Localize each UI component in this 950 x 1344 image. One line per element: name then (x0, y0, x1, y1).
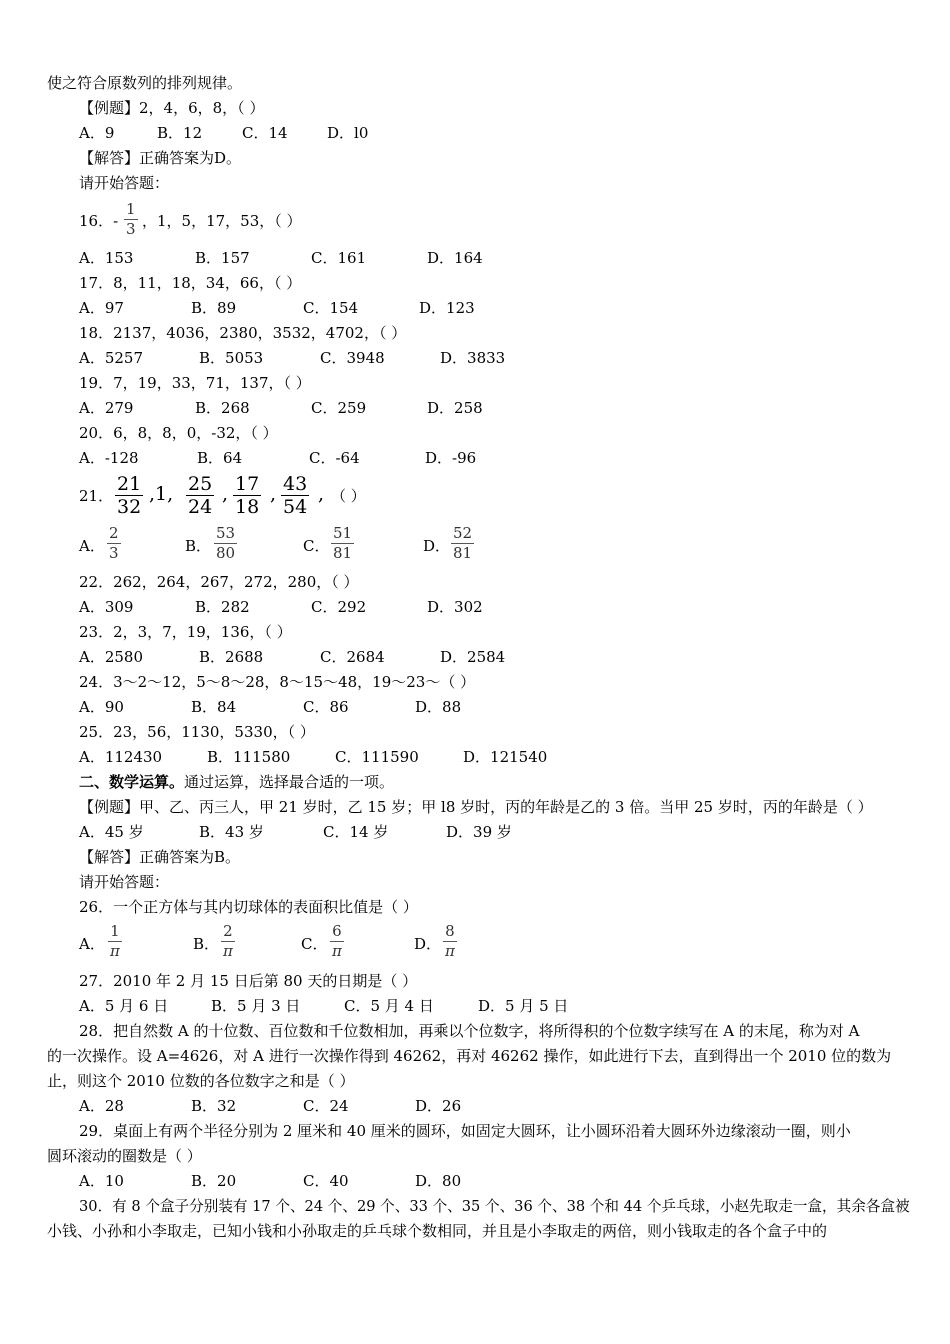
option-a: A．112430 (79, 748, 163, 766)
option-d: D．-96 (425, 449, 477, 467)
option-c: C．5 月 4 日 (344, 997, 434, 1015)
section-2-title: 二、数学运算。 (79, 773, 185, 791)
option-b: B．282 (195, 598, 250, 616)
option-a: A．279 (79, 399, 134, 417)
denominator: 32 (117, 496, 142, 518)
option-c: C．40 (303, 1172, 349, 1190)
q21-fraction-4 (281, 473, 309, 518)
option-d: D．123 (419, 299, 475, 317)
q28-line-2: 的一次操作。设 A=4626，对 A 进行一次操作得到 46262，再对 46262 操作，如此进行下去，直到得出一个 2010 位的数为 (47, 1047, 892, 1065)
option-c: C．111590 (335, 748, 419, 766)
question-17: 17．8，11，18，34，66，（ ） (79, 274, 302, 292)
example-2-question: 【例题】甲、乙、丙三人，甲 21 岁时，乙 15 岁；甲 l8 岁时，丙的年龄是乙的 3 倍。当甲 25 岁时，丙的年龄是（ ） (79, 798, 873, 816)
option-a: A．153 (79, 249, 134, 267)
option-a: A．2580 (79, 648, 144, 666)
option-d: D．302 (427, 598, 483, 616)
option-b: B．111580 (207, 748, 291, 766)
option-c-fraction (331, 524, 354, 563)
option-d: D．2584 (440, 648, 506, 666)
option-b: B．32 (191, 1097, 237, 1115)
option-a: A．9 (79, 124, 115, 142)
option-a: A．309 (79, 598, 134, 616)
numerator: 1 (108, 922, 122, 942)
option-c: C．161 (311, 249, 367, 267)
denominator: 80 (216, 544, 236, 562)
numerator: 2 (109, 524, 119, 542)
numerator: 6 (330, 922, 344, 942)
option-a-label: A． (79, 935, 105, 953)
numerator: 25 (188, 473, 213, 495)
question-19: 19．7，19，33，71，137，（ ） (79, 374, 311, 392)
option-c: C．259 (311, 399, 367, 417)
q16-numerator: 1 (126, 200, 136, 218)
option-b: B．84 (191, 698, 237, 716)
option-a: A．45 岁 (79, 823, 144, 841)
q29-line-1: 29．桌面上有两个半径分别为 2 厘米和 40 厘米的圆环，如固定大圆环，让小圆环沿着大圆环外边缘滚动一圈，则小 (79, 1122, 851, 1140)
numerator: 53 (216, 524, 236, 542)
option-a: A．28 (79, 1097, 124, 1115)
option-c: C．14 (242, 124, 288, 142)
option-c-label: C． (301, 935, 328, 953)
question-22: 22．262，264，267，272，280，（ ） (79, 573, 359, 591)
option-b: B．89 (191, 299, 237, 317)
option-b: B．43 岁 (199, 823, 264, 841)
q21-fraction-3 (233, 473, 261, 518)
intro-text: 使之符合原数列的排列规律。 (47, 74, 243, 92)
q30-line-1: 30．有 8 个盒子分别装有 17 个、24 个、29 个、33 个、35 个、36 个、38 个和 44 个乒乓球，小赵先取走一盒，其余各盒被 (79, 1197, 910, 1215)
option-d: D．l0 (327, 124, 369, 142)
start-prompt-2: 请开始答题： (79, 873, 170, 891)
q16-suffix: ，1，5，17，53，（ ） (142, 212, 302, 230)
question-25: 25．23，56，1130，5330，（ ） (79, 723, 315, 741)
numerator: 43 (283, 473, 308, 495)
option-c: C．14 岁 (323, 823, 389, 841)
option-b: B．5053 (199, 349, 264, 367)
numerator: 51 (333, 524, 353, 542)
q16-prefix: 16．- (79, 212, 119, 230)
option-b: B．12 (157, 124, 203, 142)
q28-line-3: 止，则这个 2010 位数的各位数字之和是（ ） (47, 1072, 355, 1090)
denominator: 18 (235, 496, 260, 518)
option-d-fraction (451, 524, 474, 563)
option-d: D．258 (427, 399, 483, 417)
option-d: D．3833 (440, 349, 506, 367)
question-26: 26．一个正方体与其内切球体的表面积比值是（ ） (79, 898, 418, 916)
option-a: A．-128 (79, 449, 139, 467)
option-c: C．2684 (320, 648, 385, 666)
section-2-heading (79, 772, 394, 792)
numerator: 8 (443, 922, 457, 942)
option-c-label: C． (303, 537, 330, 555)
numerator: 21 (117, 473, 142, 495)
option-d-fraction (443, 922, 457, 961)
denominator: π (110, 942, 120, 960)
option-d: D．26 (415, 1097, 462, 1115)
option-b-fraction (214, 524, 237, 563)
option-a: A．90 (79, 698, 124, 716)
q16-fraction (124, 200, 138, 239)
option-c: C．24 (303, 1097, 349, 1115)
option-d: D．5 月 5 日 (478, 997, 569, 1015)
denominator: π (332, 942, 342, 960)
question-20: 20．6，8，8，0，-32，（ ） (79, 424, 278, 442)
option-c: C．154 (303, 299, 359, 317)
numerator: 52 (453, 524, 473, 542)
denominator: π (445, 942, 455, 960)
option-c-fraction (330, 922, 344, 961)
denominator: 81 (333, 544, 353, 562)
option-d-label: D． (414, 935, 442, 953)
denominator: 81 (453, 544, 473, 562)
option-b: B．20 (191, 1172, 237, 1190)
option-a: A．5257 (79, 349, 144, 367)
denominator: 24 (188, 496, 213, 518)
option-b: B．64 (197, 449, 243, 467)
option-a-fraction (107, 524, 121, 563)
q21-blank: （ ） (331, 487, 366, 505)
question-27: 27．2010 年 2 月 15 日后第 80 天的日期是（ ） (79, 972, 418, 990)
example-2-answer: 【解答】正确答案为B。 (79, 848, 241, 866)
q21-comma: , (318, 483, 325, 505)
option-d: D．164 (427, 249, 483, 267)
q21-comma: , (222, 483, 229, 505)
numerator: 17 (235, 473, 260, 495)
denominator: 3 (109, 544, 119, 562)
denominator: π (223, 942, 233, 960)
option-b: B．157 (195, 249, 250, 267)
q21-label: 21． (79, 487, 114, 505)
option-c: C．-64 (309, 449, 360, 467)
option-b: B．5 月 3 日 (211, 997, 301, 1015)
question-23: 23．2，3，7，19，136，（ ） (79, 623, 292, 641)
option-b: B．2688 (199, 648, 264, 666)
q21-separator: ,1, (149, 483, 174, 505)
option-d: D．39 岁 (446, 823, 512, 841)
q29-line-2: 圆环滚动的圈数是（ ） (47, 1147, 202, 1165)
option-b-label: B． (193, 935, 220, 953)
q28-line-1: 28．把自然数 A 的十位数、百位数和千位数相加，再乘以个位数字，将所得积的个位数字续写在 A 的末尾，称为对 A (79, 1022, 860, 1040)
q21-comma: , (270, 483, 277, 505)
section-2-description: 通过运算，选择最合适的一项。 (184, 773, 395, 791)
option-a-label: A． (79, 537, 105, 555)
option-b-fraction (221, 922, 235, 961)
option-a: A．10 (79, 1172, 124, 1190)
denominator: 54 (283, 496, 308, 518)
option-c: C．86 (303, 698, 349, 716)
option-b: B．268 (195, 399, 250, 417)
q16-denominator: 3 (126, 220, 136, 238)
option-b-label: B． (185, 537, 212, 555)
option-a: A．5 月 6 日 (79, 997, 169, 1015)
example-1-question: 【例题】2，4，6，8，（ ） (79, 99, 265, 117)
option-a-fraction (108, 922, 122, 961)
start-prompt-1: 请开始答题： (79, 174, 170, 192)
option-d-label: D． (423, 537, 451, 555)
option-c: C．3948 (320, 349, 385, 367)
question-24: 24．3～2～12，5～8～28，8～15～48，19～23～（ ） (79, 673, 476, 691)
question-18: 18．2137，4036，2380，3532，4702，（ ） (79, 324, 407, 342)
option-d: D．80 (415, 1172, 462, 1190)
option-a: A．97 (79, 299, 124, 317)
q30-line-2: 小钱、小孙和小李取走，已知小钱和小孙取走的乒乓球个数相同，并且是小李取走的两倍，则小钱取走的各个盒子中的 (47, 1222, 828, 1240)
example-1-answer: 【解答】正确答案为D。 (79, 149, 242, 167)
q21-fraction-1 (115, 473, 143, 518)
numerator: 2 (221, 922, 235, 942)
q21-fraction-2 (186, 473, 214, 518)
option-d: D．88 (415, 698, 462, 716)
option-c: C．292 (311, 598, 367, 616)
option-d: D．121540 (463, 748, 548, 766)
